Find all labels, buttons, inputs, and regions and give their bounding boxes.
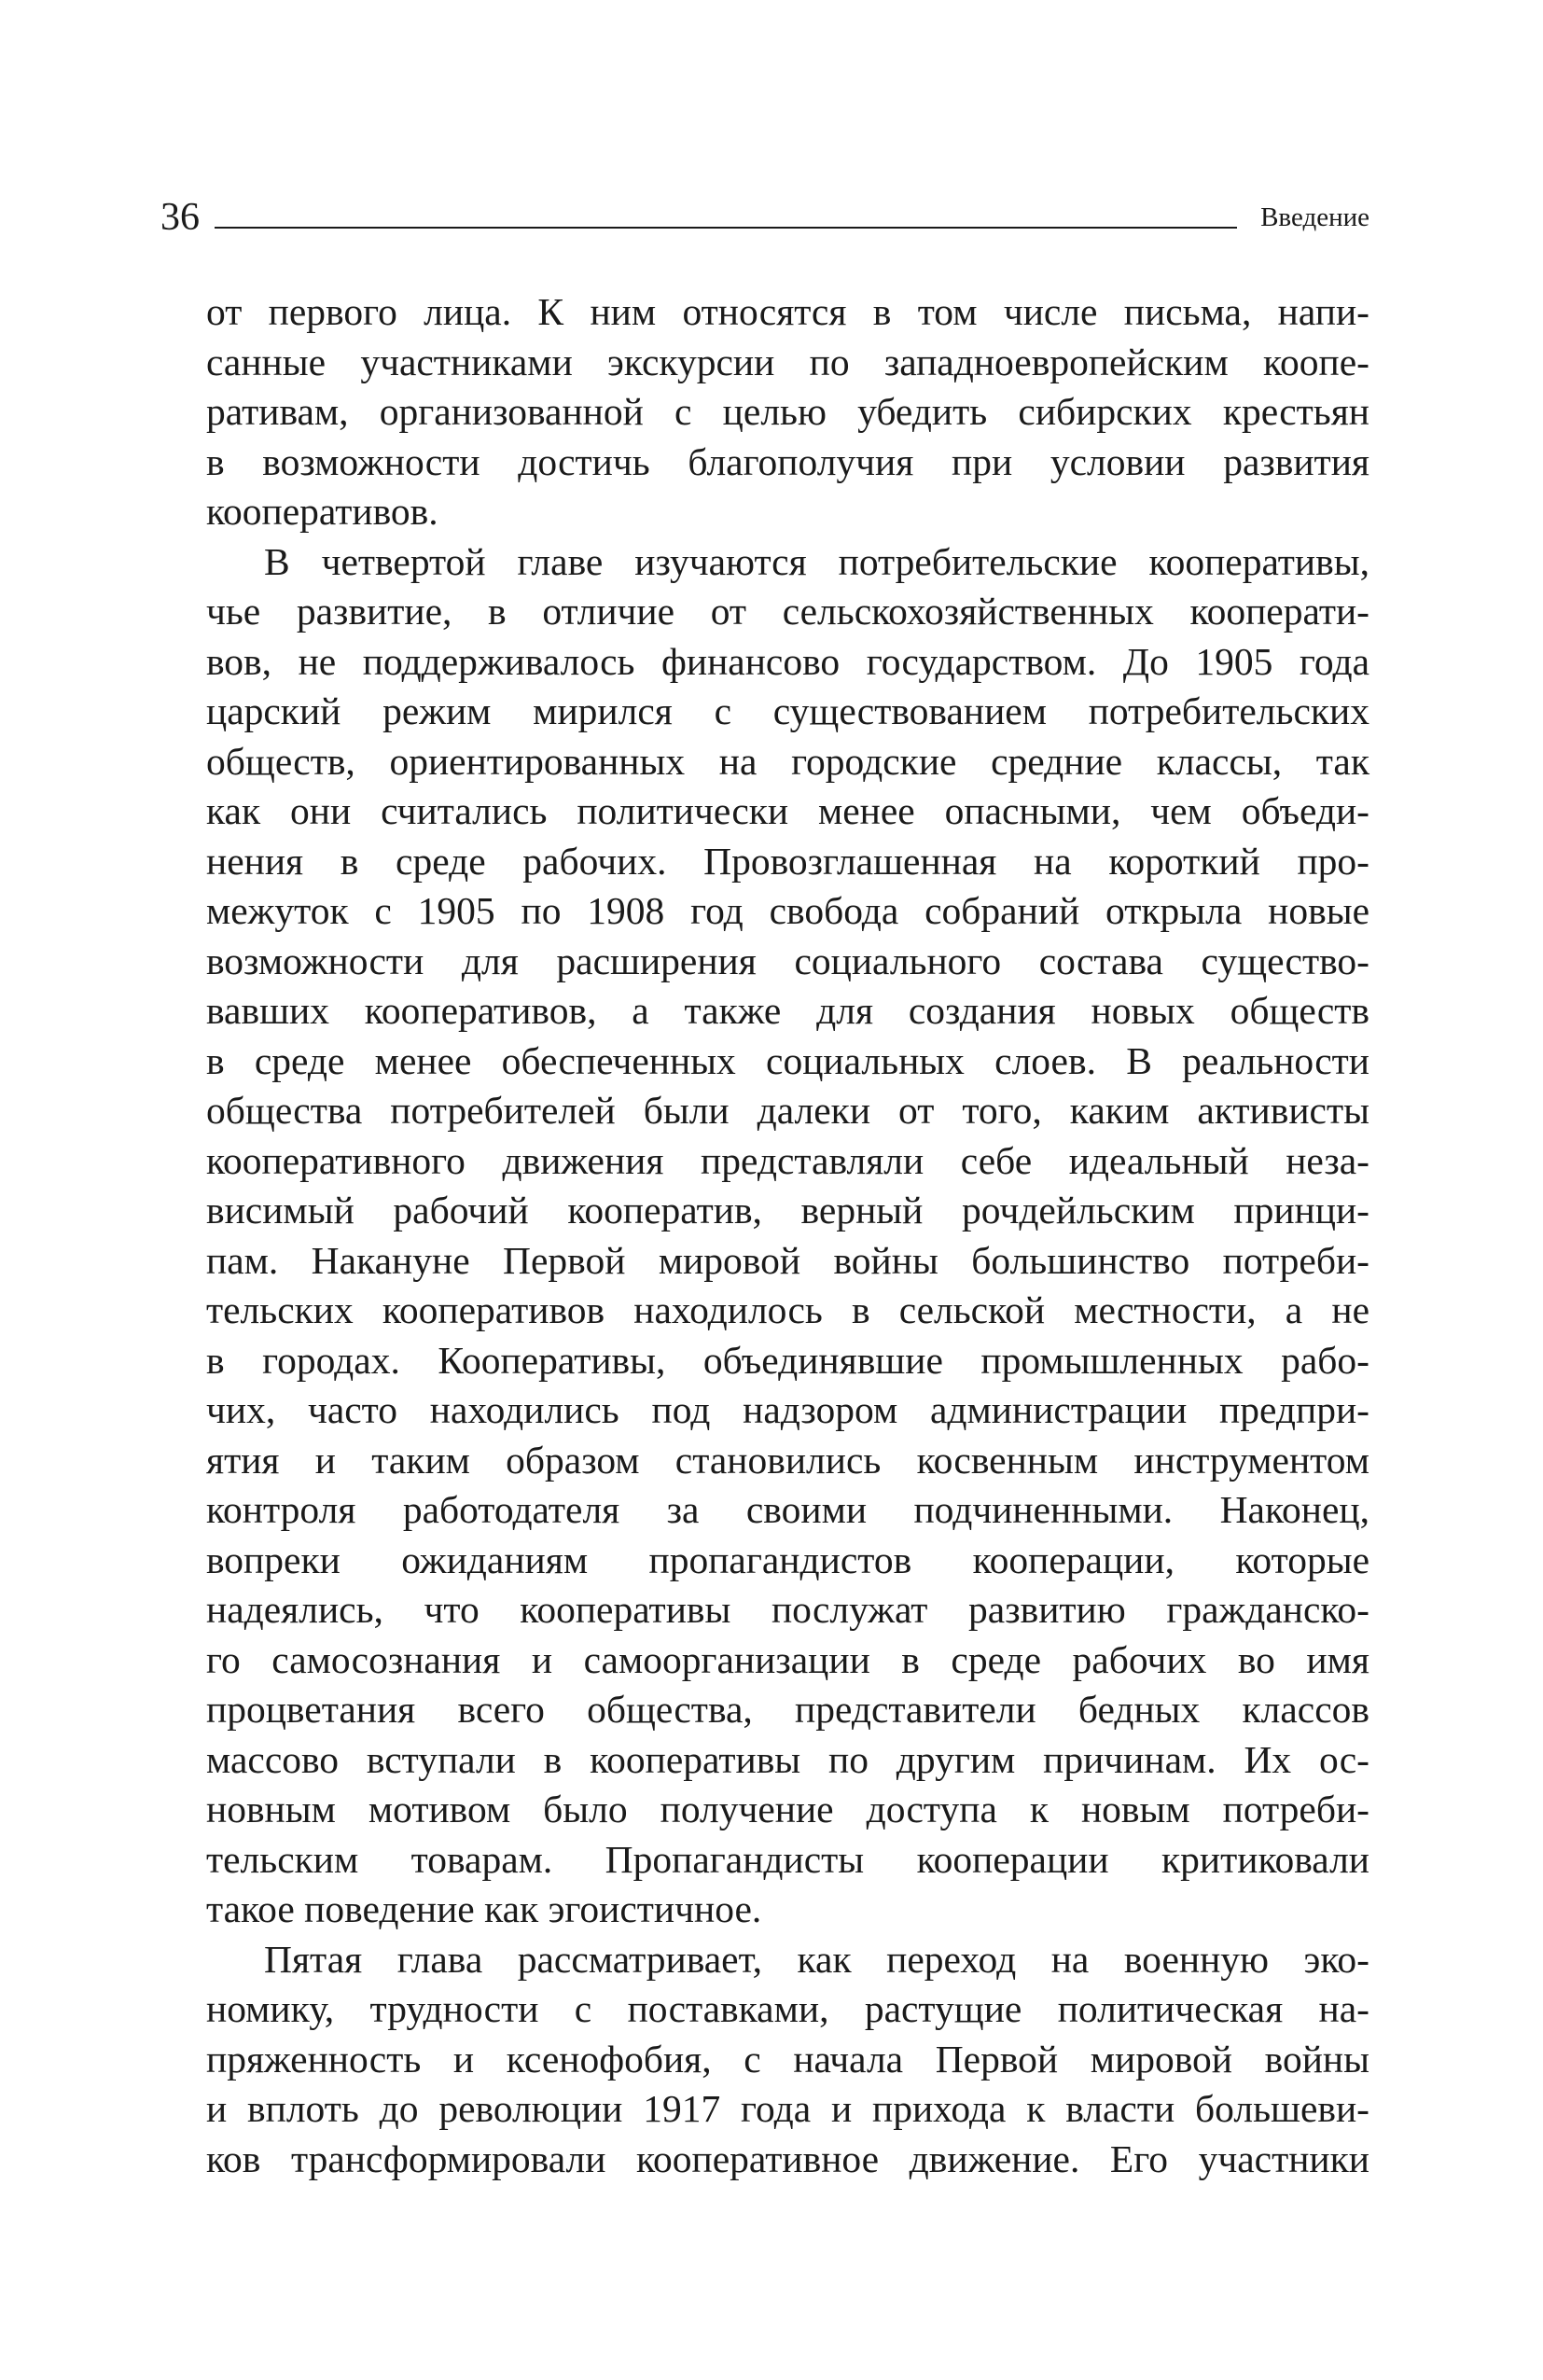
text-line: Пятая глава рассматривает, как переход на военную эко- <box>264 1937 1369 1981</box>
text-line: кооперативов. <box>206 490 438 533</box>
text-line: кооперативного движения представляли себе идеальный неза- <box>206 1138 1369 1182</box>
paragraph-continuation <box>206 287 1369 537</box>
text-line: пам. Накануне Первой мировой войны большинство потреби- <box>206 1238 1369 1282</box>
text-line: тельских кооперативов находилось в сельской местности, а не <box>206 1288 1369 1331</box>
page-number: 36 <box>160 196 200 239</box>
text-line: вопреки ожиданиям пропагандистов кооперации, которые <box>206 1538 1369 1581</box>
text-line: контроля работодателя за своими подчиненными. Наконец, <box>206 1488 1369 1531</box>
text-line: общества потребителей были далеки от того, каким активисты <box>206 1089 1369 1132</box>
text-line: чих, часто находились под надзором администрации предпри- <box>206 1388 1369 1431</box>
paragraph-chapter-four <box>206 537 1369 1935</box>
text-line: тельским товарам. Пропагандисты кооперации критиковали <box>206 1837 1369 1881</box>
text-line: нения в среде рабочих. Провозглашенная на короткий про- <box>206 839 1369 883</box>
text-line: висимый рабочий кооператив, верный рочдейльским принци- <box>206 1189 1369 1232</box>
text-line: массово вступали в кооперативы по другим причинам. Их ос- <box>206 1737 1369 1781</box>
text-line: такое поведение как эгоистичное. <box>206 1887 762 1930</box>
text-line: в среде менее обеспеченных социальных слоев. В реальности <box>206 1038 1369 1082</box>
text-line: вов, не поддерживалось финансово государством. До 1905 года <box>206 639 1369 683</box>
text-line: В четвертой главе изучаются потребительские кооперативы, <box>264 539 1369 583</box>
text-line: санные участниками экскурсии по западноевропейским коопе- <box>206 340 1369 383</box>
paragraph-chapter-five <box>206 1935 1369 2185</box>
text-line: от первого лица. К ним относятся в том числе письма, напи- <box>206 290 1369 333</box>
header-rule <box>215 227 1237 229</box>
text-line: новным мотивом было получение доступа к новым потреби- <box>206 1788 1369 1830</box>
text-line: номику, трудности с поставками, растущие политическая на- <box>206 1987 1369 2030</box>
text-line: ков трансформировали кооперативное движение. Его участники <box>206 2136 1369 2180</box>
text-line: го самосознания и самоорганизации в среде рабочих во имя <box>206 1637 1369 1681</box>
running-head <box>160 191 1369 244</box>
text-line: ятия и таким образом становились косвенным инструментом <box>206 1438 1369 1482</box>
running-section-title: Введение <box>1260 202 1369 232</box>
text-line: чье развитие, в отличие от сельскохозяйственных кооперати- <box>206 590 1369 633</box>
text-line: ративам, организованной с целью убедить сибирских крестьян <box>206 390 1369 433</box>
text-line: вавших кооперативов, а также для создания новых обществ <box>206 989 1369 1032</box>
text-line: надеялись, что кооперативы послужат развитию гражданско- <box>206 1588 1369 1631</box>
text-line: в городах. Кооперативы, объединявшие промышленных рабо- <box>206 1338 1369 1382</box>
text-line: пряженность и ксенофобия, с начала Первой мировой войны <box>206 2037 1369 2081</box>
text-line: и вплоть до революции 1917 года и прихода к власти большеви- <box>206 2087 1369 2130</box>
text-line: как они считались политически менее опасными, чем объеди- <box>206 789 1369 832</box>
text-line: межуток с 1905 по 1908 год свобода собраний открыла новые <box>206 889 1369 932</box>
text-line: царский режим мирился с существованием потребительских <box>206 689 1369 732</box>
text-line: обществ, ориентированных на городские средние классы, так <box>206 739 1369 783</box>
text-line: в возможности достичь благополучия при условии развития <box>206 439 1369 483</box>
text-line: процветания всего общества, представители бедных классов <box>206 1688 1369 1731</box>
text-line: возможности для расширения социального состава существо- <box>206 939 1369 982</box>
body-text <box>206 287 1369 2184</box>
